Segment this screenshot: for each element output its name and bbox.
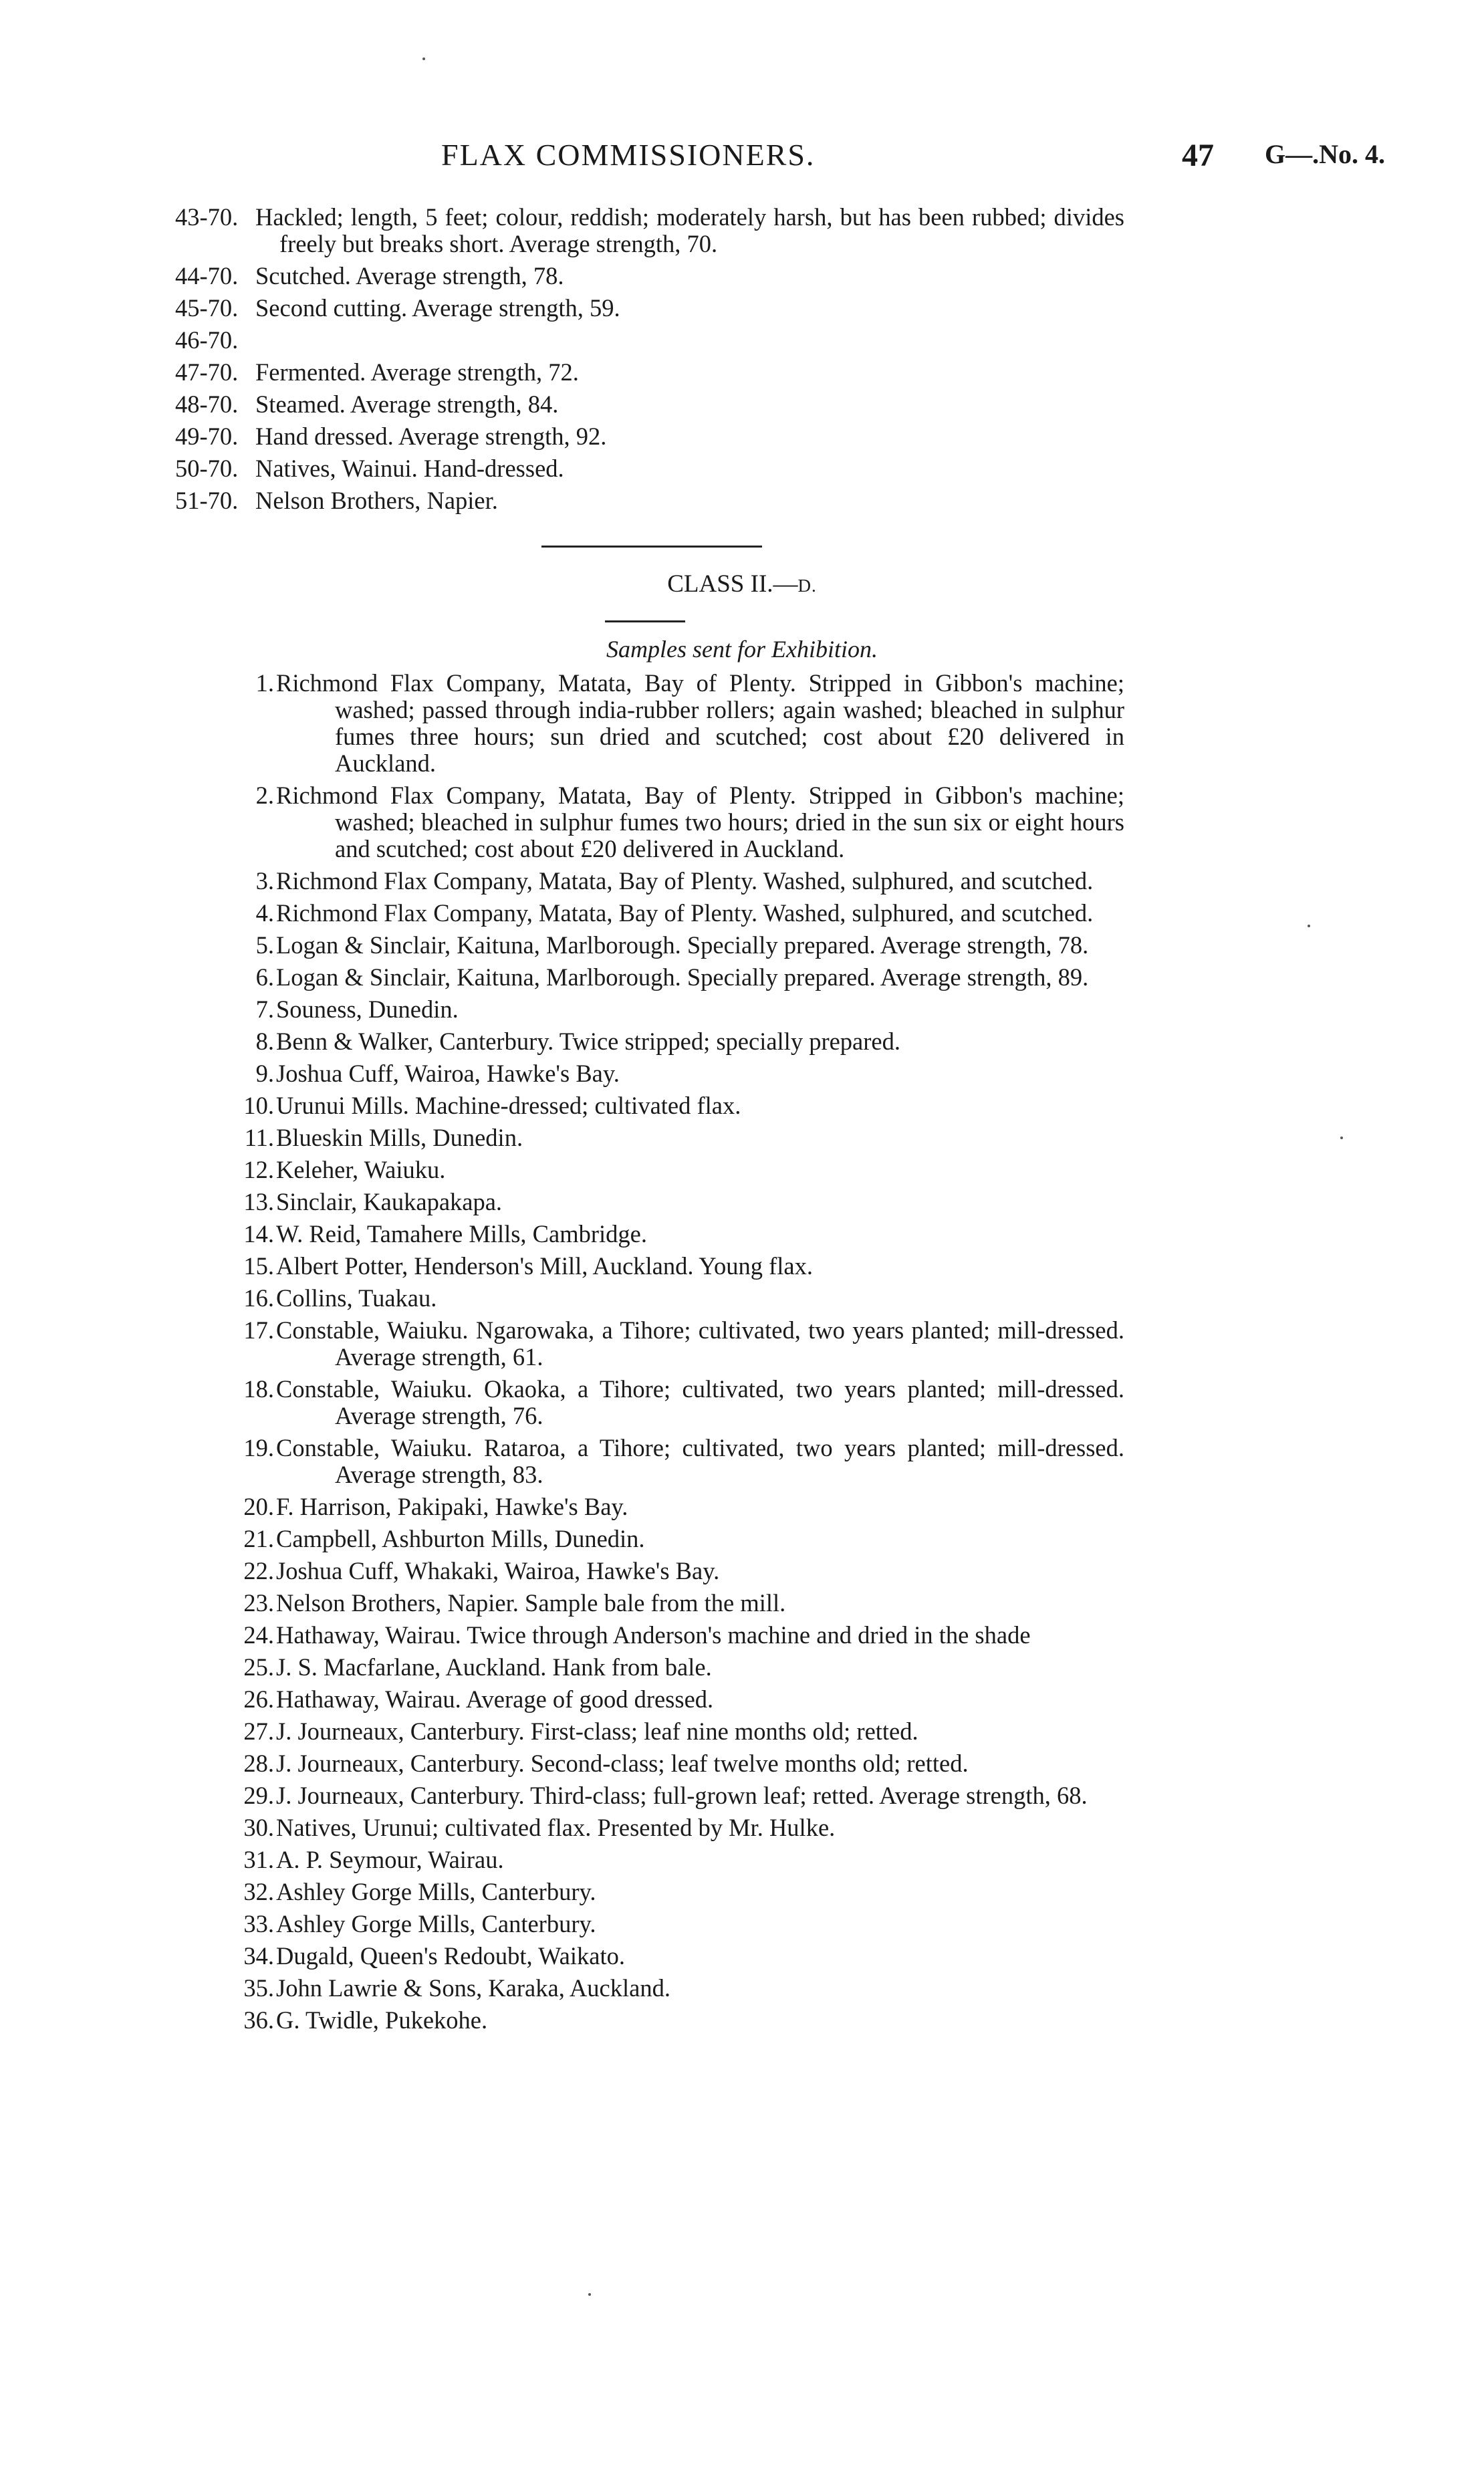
list-item <box>175 1157 1124 1183</box>
item-number: 32. <box>243 1878 274 1905</box>
list-item <box>175 1975 1124 2002</box>
item-number: 7. <box>255 995 274 1023</box>
item-text: Natives, Wainui. Hand-dressed. <box>255 455 564 482</box>
item-text: Logan & Sinclair, Kaituna, Marlborough. Specially prepared. Average strength, 89. <box>276 963 1089 991</box>
item-text: Ashley Gorge Mills, Canterbury. <box>276 1878 596 1905</box>
section-a-list <box>175 204 1124 519</box>
item-text: Nelson Brothers, Napier. <box>255 487 498 514</box>
item-number: 31. <box>243 1846 274 1873</box>
list-item <box>175 1028 1124 1055</box>
item-text: Natives, Urunui; cultivated flax. Presented by Mr. Hulke. <box>276 1814 836 1841</box>
list-item <box>175 1558 1124 1584</box>
list-item <box>175 263 1124 289</box>
list-item <box>175 487 1124 514</box>
item-number: 34. <box>243 1942 274 1970</box>
item-text: Steamed. Average strength, 84. <box>255 390 559 418</box>
item-text: Souness, Dunedin. <box>276 995 459 1023</box>
list-item <box>175 1285 1124 1312</box>
item-text: Collins, Tuakau. <box>276 1284 437 1312</box>
list-item <box>175 1253 1124 1280</box>
list-item <box>175 1814 1124 1841</box>
list-item <box>175 1686 1124 1713</box>
item-text: Blueskin Mills, Dunedin. <box>276 1124 523 1151</box>
item-text: Richmond Flax Company, Matata, Bay of Plenty. Stripped in Gibbon's machine; washed; passed through india-rubber rollers; again washed; bleached in sulphur fumes three hours; sun dried and scutched; cost about £20 delivered in Auckland. <box>276 669 1124 777</box>
item-number: 17. <box>243 1316 274 1344</box>
list-item <box>175 1911 1124 1937</box>
item-number: 50-70. <box>175 455 239 482</box>
item-text: W. Reid, Tamahere Mills, Cambridge. <box>276 1220 647 1248</box>
item-number: 33. <box>243 1910 274 1937</box>
item-text: Hand dressed. Average strength, 92. <box>255 423 607 450</box>
item-number: 49-70. <box>175 423 239 450</box>
item-number: 28. <box>243 1750 274 1777</box>
list-item <box>175 1526 1124 1552</box>
class-heading <box>0 570 1484 598</box>
item-number: 22. <box>243 1557 274 1584</box>
item-number: 18. <box>243 1375 274 1403</box>
item-text: Second cutting. Average strength, 59. <box>255 294 620 322</box>
item-text: J. S. Macfarlane, Auckland. Hank from bale. <box>276 1653 712 1681</box>
samples-subheading: Samples sent for Exhibition. <box>606 636 878 663</box>
list-item <box>175 1435 1124 1488</box>
item-text: Hathaway, Wairau. Average of good dressed. <box>276 1685 714 1713</box>
item-number: 36. <box>243 2006 274 2034</box>
item-text: Sinclair, Kaukapakapa. <box>276 1188 503 1215</box>
list-item <box>175 868 1124 895</box>
item-text: Richmond Flax Company, Matata, Bay of Plenty. Stripped in Gibbon's machine; washed; bleached in sulphur fumes two hours; dried in the sun six or eight hours and scutched; cost about £20 delivered in Auckland. <box>276 782 1124 862</box>
item-number: 12. <box>243 1156 274 1183</box>
samples-list <box>175 670 1124 2039</box>
item-text: Keleher, Waiuku. <box>276 1156 446 1183</box>
item-text: Benn & Walker, Canterbury. Twice stripped; specially prepared. <box>276 1028 900 1055</box>
list-item <box>175 1060 1124 1087</box>
item-number: 8. <box>255 1028 274 1055</box>
item-text: Urunui Mills. Machine-dressed; cultivated flax. <box>276 1092 741 1119</box>
list-item <box>175 996 1124 1023</box>
list-item <box>175 1782 1124 1809</box>
list-item <box>175 1494 1124 1520</box>
item-text <box>255 327 1124 354</box>
document-reference: G—.No. 4. <box>1265 139 1385 169</box>
item-text: J. Journeaux, Canterbury. First-class; leaf nine months old; retted. <box>276 1718 918 1745</box>
item-number: 2. <box>255 782 274 809</box>
list-item <box>175 900 1124 927</box>
item-number: 30. <box>243 1814 274 1841</box>
list-item <box>175 1750 1124 1777</box>
item-text: Constable, Waiuku. Ngarowaka, a Tihore; cultivated, two years planted; mill-dressed. Average strength, 61. <box>276 1316 1124 1371</box>
list-item <box>175 1654 1124 1681</box>
item-number: 45-70. <box>175 294 239 322</box>
item-text: A. P. Seymour, Wairau. <box>276 1846 504 1873</box>
list-item <box>175 1718 1124 1745</box>
list-item <box>175 1092 1124 1119</box>
section-divider <box>541 546 762 548</box>
speck-bottom <box>588 2293 591 2296</box>
item-text: Fermented. Average strength, 72. <box>255 358 579 386</box>
list-item <box>175 423 1124 450</box>
item-number: 27. <box>243 1718 274 1745</box>
list-item <box>175 391 1124 418</box>
item-text: J. Journeaux, Canterbury. Second-class; leaf twelve months old; retted. <box>276 1750 969 1777</box>
item-number: 9. <box>255 1060 274 1087</box>
item-text: Richmond Flax Company, Matata, Bay of Plenty. Washed, sulphured, and scutched. <box>276 867 1094 895</box>
item-number: 11. <box>244 1124 274 1151</box>
list-item <box>175 1317 1124 1371</box>
item-text: Hathaway, Wairau. Twice through Anderson's machine and dried in the shade <box>276 1621 1031 1649</box>
item-number: 35. <box>243 1974 274 2002</box>
page-number: 47 <box>1182 138 1214 173</box>
item-text: F. Harrison, Pakipaki, Hawke's Bay. <box>276 1493 628 1520</box>
class-heading-sub: D. <box>797 576 817 596</box>
list-item <box>175 782 1124 862</box>
item-number: 3. <box>255 867 274 895</box>
item-number: 16. <box>243 1284 274 1312</box>
item-text: J. Journeaux, Canterbury. Third-class; full-grown leaf; retted. Average strength, 68. <box>276 1782 1088 1809</box>
class-heading-underline <box>605 620 685 622</box>
list-item <box>175 1622 1124 1649</box>
item-number: 23. <box>243 1589 274 1617</box>
item-text: Constable, Waiuku. Rataroa, a Tihore; cultivated, two years planted; mill-dressed. Average strength, 83. <box>276 1434 1124 1488</box>
item-text: Scutched. Average strength, 78. <box>255 262 564 289</box>
item-number: 51-70. <box>175 487 239 514</box>
item-number: 21. <box>243 1525 274 1552</box>
list-item <box>175 2007 1124 2034</box>
list-item <box>175 1125 1124 1151</box>
item-number: 14. <box>243 1220 274 1248</box>
item-number: 44-70. <box>175 262 239 289</box>
list-item <box>175 1189 1124 1215</box>
list-item <box>175 1590 1124 1617</box>
speck-right-margin-2 <box>1340 1137 1343 1139</box>
speck-right-margin <box>1308 925 1310 927</box>
item-number: 10. <box>243 1092 274 1119</box>
list-item <box>175 455 1124 482</box>
list-item <box>175 1879 1124 1905</box>
item-text: Constable, Waiuku. Okaoka, a Tihore; cultivated, two years planted; mill-dressed. Average strength, 76. <box>276 1375 1124 1429</box>
item-number: 43-70. <box>175 203 239 231</box>
item-number: 47-70. <box>175 358 239 386</box>
item-text: Joshua Cuff, Wairoa, Hawke's Bay. <box>276 1060 620 1087</box>
item-text: G. Twidle, Pukekohe. <box>276 2006 488 2034</box>
item-number: 13. <box>243 1188 274 1215</box>
speck-top <box>422 57 425 60</box>
item-text: Nelson Brothers, Napier. Sample bale from the mill. <box>276 1589 786 1617</box>
item-number: 25. <box>243 1653 274 1681</box>
item-number: 6. <box>255 963 274 991</box>
list-item <box>175 1376 1124 1429</box>
item-text: Richmond Flax Company, Matata, Bay of Plenty. Washed, sulphured, and scutched. <box>276 899 1094 927</box>
item-number: 24. <box>243 1621 274 1649</box>
item-number: 5. <box>255 931 274 959</box>
item-number: 15. <box>243 1252 274 1280</box>
item-text: Albert Potter, Henderson's Mill, Auckland. Young flax. <box>276 1252 813 1280</box>
list-item <box>175 204 1124 257</box>
item-text: John Lawrie & Sons, Karaka, Auckland. <box>276 1974 670 2002</box>
list-item <box>175 327 1124 354</box>
list-item <box>175 359 1124 386</box>
list-item <box>175 932 1124 959</box>
item-number: 48-70. <box>175 390 239 418</box>
class-heading-main: CLASS II.— <box>667 570 798 598</box>
list-item <box>175 964 1124 991</box>
item-number: 20. <box>243 1493 274 1520</box>
item-text: Ashley Gorge Mills, Canterbury. <box>276 1910 596 1937</box>
item-text: Campbell, Ashburton Mills, Dunedin. <box>276 1525 645 1552</box>
list-item <box>175 1221 1124 1248</box>
item-number: 1. <box>255 669 274 697</box>
item-text: Logan & Sinclair, Kaituna, Marlborough. Specially prepared. Average strength, 78. <box>276 931 1089 959</box>
item-number: 46-70. <box>175 326 239 354</box>
item-number: 19. <box>243 1434 274 1461</box>
list-item <box>175 295 1124 322</box>
page-title: FLAX COMMISSIONERS. <box>441 138 816 172</box>
running-header <box>0 137 1484 184</box>
item-number: 4. <box>255 899 274 927</box>
item-number: 29. <box>243 1782 274 1809</box>
item-number: 26. <box>243 1685 274 1713</box>
item-text: Dugald, Queen's Redoubt, Waikato. <box>276 1942 625 1970</box>
list-item <box>175 1847 1124 1873</box>
item-text: Hackled; length, 5 feet; colour, reddish; moderately harsh, but has been rubbed; divides freely but breaks short. Average strength, 70. <box>255 203 1124 257</box>
list-item <box>175 1943 1124 1970</box>
item-text: Joshua Cuff, Whakaki, Wairoa, Hawke's Bay. <box>276 1557 720 1584</box>
list-item <box>175 670 1124 777</box>
